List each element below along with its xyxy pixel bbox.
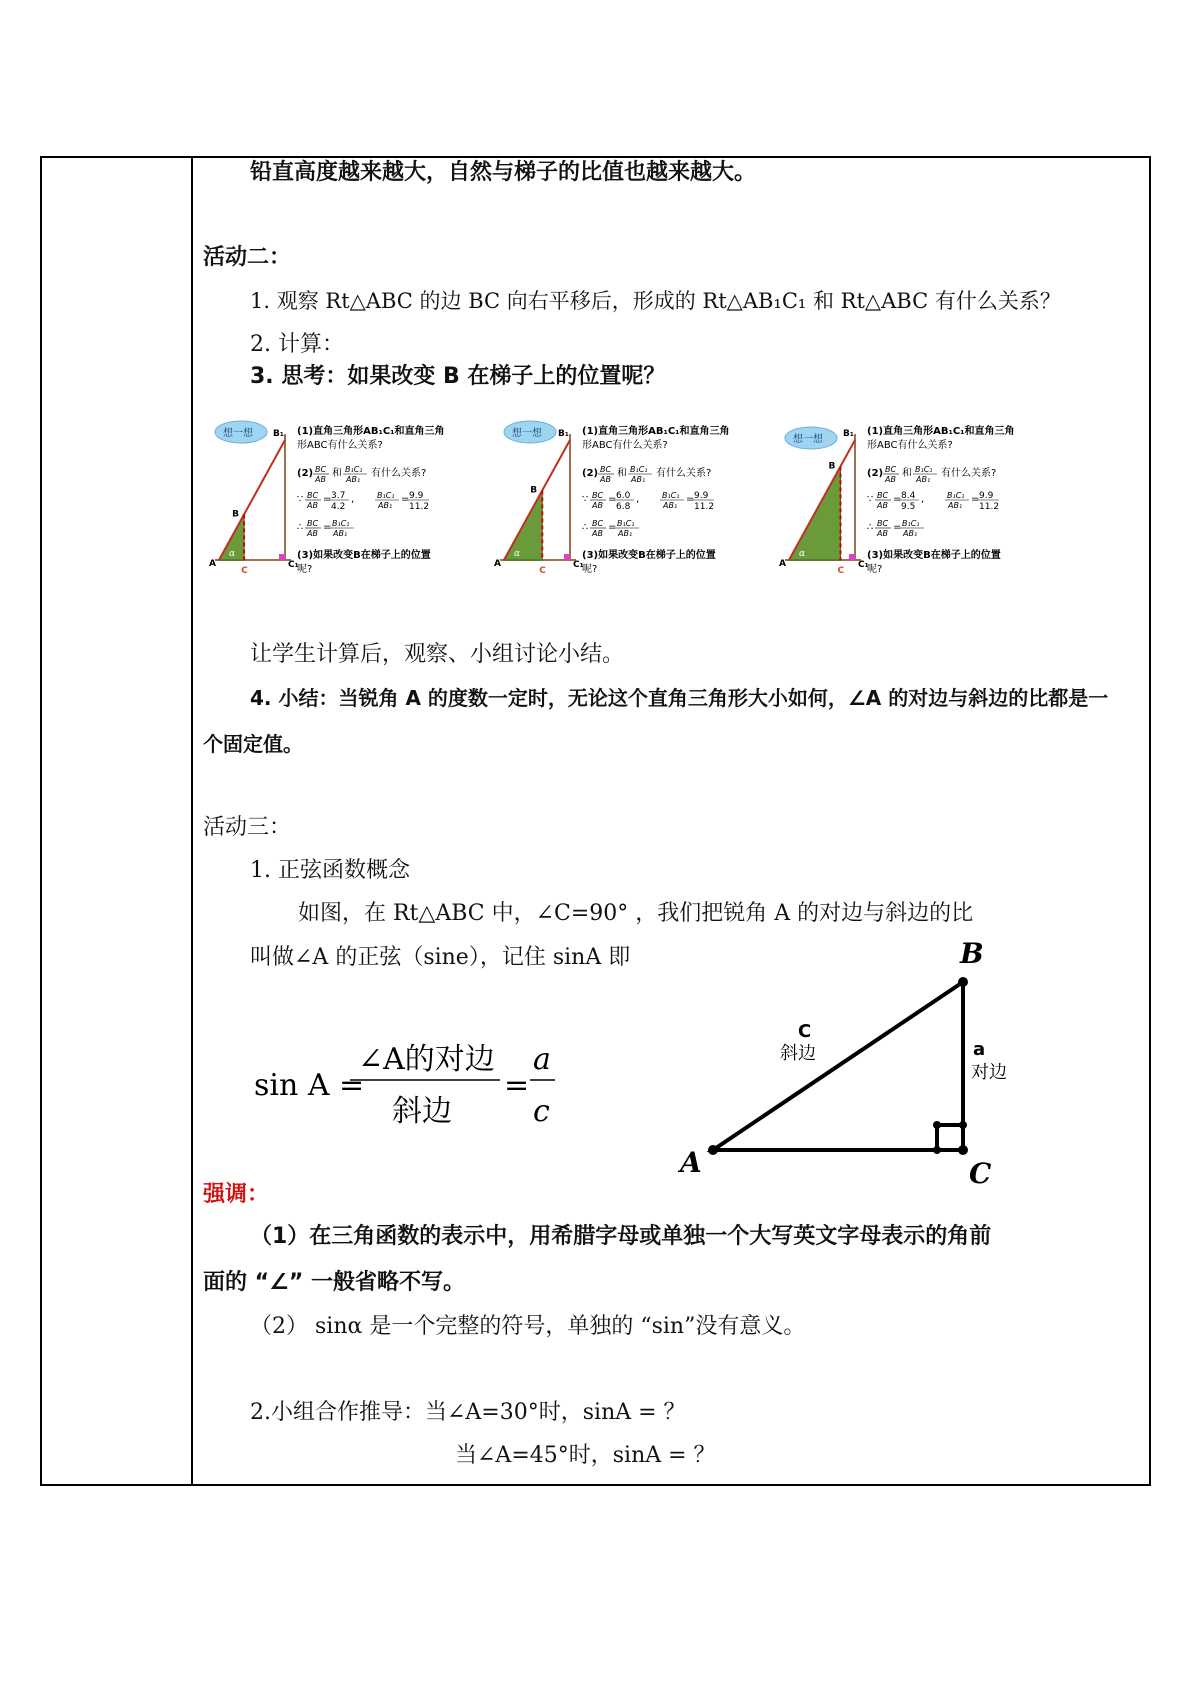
svg-text:C₁: C₁ xyxy=(288,560,299,570)
svg-text:AB₁: AB₁ xyxy=(618,529,633,538)
svg-text:AB₁: AB₁ xyxy=(631,475,646,484)
svg-text:(1)直角三角形AB₁C₁和直角三角: (1)直角三角形AB₁C₁和直角三角 xyxy=(582,426,730,437)
svg-text:B₁C₁: B₁C₁ xyxy=(617,519,635,528)
hypotenuse-letter: C xyxy=(798,1021,812,1042)
svg-text:AB₁: AB₁ xyxy=(663,501,678,510)
svg-text:AB₁: AB₁ xyxy=(378,501,393,510)
svg-text:11.2: 11.2 xyxy=(979,502,1000,512)
right-angle-mark xyxy=(937,1125,963,1150)
svg-text:BC: BC xyxy=(877,519,889,528)
svg-text:4.2: 4.2 xyxy=(331,502,346,512)
sine-definition-line-2: 叫做∠A 的正弦（sine），记住 sinA 即 xyxy=(250,945,631,970)
formula-c: c xyxy=(533,1094,550,1129)
svg-text:AB₁: AB₁ xyxy=(948,501,963,510)
emphasis-point-2: （2） sinα 是一个完整的符号，单独的 “sin”没有意义。 xyxy=(250,1314,806,1339)
emphasis-point-1b: 面的 “∠” 一般省略不写。 xyxy=(203,1270,465,1295)
svg-text:BC: BC xyxy=(600,465,612,474)
formula-lhs: sin A = xyxy=(254,1068,365,1103)
svg-text:6.0: 6.0 xyxy=(616,491,631,501)
svg-text:AB₁: AB₁ xyxy=(903,529,918,538)
formula-eq: = xyxy=(504,1068,530,1103)
svg-text:AB: AB xyxy=(877,529,888,538)
svg-text:∴: ∴ xyxy=(582,522,589,533)
svg-text:(2): (2) xyxy=(867,468,884,479)
svg-text:B₁: B₁ xyxy=(273,429,284,439)
svg-text:和: 和 xyxy=(332,468,342,479)
opposite-letter: a xyxy=(973,1039,986,1060)
svg-text:11.2: 11.2 xyxy=(694,502,715,512)
activity2-heading: 活动二： xyxy=(203,245,292,270)
svg-text:BC: BC xyxy=(307,491,319,500)
svg-text:(3)如果改变B在梯子上的位置: (3)如果改变B在梯子上的位置 xyxy=(582,550,716,561)
svg-text:呢?: 呢? xyxy=(582,564,598,575)
svg-text:B₁C₁: B₁C₁ xyxy=(915,465,933,474)
svg-text:=: = xyxy=(401,494,410,505)
svg-text:有什么关系?: 有什么关系? xyxy=(941,468,997,479)
svg-text:A: A xyxy=(209,559,216,569)
svg-text:BC: BC xyxy=(592,519,604,528)
svg-text:9.5: 9.5 xyxy=(901,502,916,512)
svg-text:A: A xyxy=(779,559,786,569)
svg-text:AB: AB xyxy=(592,529,603,538)
svg-text:11.2: 11.2 xyxy=(409,502,430,512)
svg-text:想一想: 想一想 xyxy=(223,428,253,439)
svg-text:,: , xyxy=(351,494,355,505)
svg-text:B₁C₁: B₁C₁ xyxy=(332,519,350,528)
formula-numerator: ∠A的对边 xyxy=(358,1042,495,1077)
svg-text:=: = xyxy=(323,494,332,505)
activity3-heading: 活动三： xyxy=(203,815,292,840)
svg-text:想一想: 想一想 xyxy=(512,428,542,439)
activity3-item-1: 1. 正弦函数概念 xyxy=(250,858,410,883)
svg-text:∵: ∵ xyxy=(582,494,589,505)
opposite-name: 对边 xyxy=(971,1062,1007,1083)
emphasis-point-1a: （1）在三角函数的表示中，用希腊字母或单独一个大写英文字母表示的角前 xyxy=(250,1224,992,1249)
svg-text:C: C xyxy=(837,566,845,576)
svg-text:B₁C₁: B₁C₁ xyxy=(902,519,920,528)
svg-text:B₁C₁: B₁C₁ xyxy=(345,465,363,474)
svg-text:形ABC有什么关系?: 形ABC有什么关系? xyxy=(297,440,383,451)
svg-text:α: α xyxy=(799,549,806,559)
right-triangle-figure xyxy=(670,935,1007,1190)
svg-text:AB: AB xyxy=(315,475,326,484)
svg-text:∴: ∴ xyxy=(297,522,304,533)
svg-text:C: C xyxy=(241,566,248,576)
intro-line: 铅直高度越来越大，自然与梯子的比值也越来越大。 xyxy=(250,160,757,185)
svg-text:=: = xyxy=(323,522,332,533)
svg-text:B: B xyxy=(530,485,538,496)
svg-text:(1)直角三角形AB₁C₁和直角三角: (1)直角三角形AB₁C₁和直角三角 xyxy=(867,426,1015,437)
svg-text:和: 和 xyxy=(902,468,912,479)
svg-text:和: 和 xyxy=(617,468,627,479)
svg-text:8.4: 8.4 xyxy=(901,491,916,501)
svg-text:B₁C₁: B₁C₁ xyxy=(630,465,648,474)
svg-text:9.9: 9.9 xyxy=(409,491,424,501)
svg-text:=: = xyxy=(686,494,695,505)
activity2-question-1: 1. 观察 Rt△ABC 的边 BC 向右平移后，形成的 Rt△AB₁C₁ 和 Rt△ABC 有什么关系？ xyxy=(250,289,1061,313)
formula-a: a xyxy=(533,1042,551,1077)
emphasis-heading: 强调： xyxy=(203,1182,270,1207)
svg-text:B: B xyxy=(232,509,239,520)
svg-text:呢?: 呢? xyxy=(867,564,883,575)
summary-line-1: 4. 小结：当锐角 A 的度数一定时，无论这个直角三角形大小如何，∠A 的对边与斜边的比都是一 xyxy=(250,686,1109,710)
group-derivation-line-2: 当∠A=45°时，sinA = ？ xyxy=(455,1443,716,1468)
svg-text:AB: AB xyxy=(307,529,318,538)
svg-text:B: B xyxy=(828,461,836,472)
figure-panel-3 xyxy=(775,410,1055,590)
svg-text:BC: BC xyxy=(885,465,897,474)
sine-formula xyxy=(250,1025,570,1135)
svg-text:AB: AB xyxy=(600,475,611,484)
svg-text:B₁C₁: B₁C₁ xyxy=(377,491,395,500)
svg-text:=: = xyxy=(608,522,617,533)
activity2-question-3: 3. 思考：如果改变 B 在梯子上的位置呢？ xyxy=(250,364,666,389)
svg-text:α: α xyxy=(229,549,236,559)
svg-text:形ABC有什么关系?: 形ABC有什么关系? xyxy=(582,440,668,451)
svg-text:=: = xyxy=(608,494,617,505)
svg-text:AB: AB xyxy=(307,501,318,510)
svg-text:B₁C₁: B₁C₁ xyxy=(947,491,965,500)
svg-text:A: A xyxy=(494,559,501,569)
summary-line-2: 个固定值。 xyxy=(203,732,303,756)
svg-text:AB₁: AB₁ xyxy=(346,475,361,484)
svg-text:BC: BC xyxy=(877,491,889,500)
svg-text:=: = xyxy=(893,494,902,505)
svg-text:6.8: 6.8 xyxy=(616,502,631,512)
svg-text:AB: AB xyxy=(877,501,888,510)
sine-definition-line-1: 如图，在 Rt△ABC 中，∠C=90° ，我们把锐角 A 的对边与斜边的比 xyxy=(298,901,974,926)
svg-text:(1)直角三角形AB₁C₁和直角三角: (1)直角三角形AB₁C₁和直角三角 xyxy=(297,426,445,437)
svg-text:C: C xyxy=(539,566,546,576)
svg-text:BC: BC xyxy=(307,519,319,528)
svg-text:形ABC有什么关系?: 形ABC有什么关系? xyxy=(867,440,953,451)
after-panels-note: 让学生计算后，观察、小组讨论小结。 xyxy=(250,642,625,667)
formula-denominator: 斜边 xyxy=(392,1094,452,1129)
group-derivation-line-1: 2.小组合作推导：当∠A=30°时，sinA = ？ xyxy=(250,1400,686,1425)
svg-text:∵: ∵ xyxy=(867,494,874,505)
svg-text:AB₁: AB₁ xyxy=(916,475,931,484)
table-column-divider xyxy=(191,156,193,1486)
svg-text:呢?: 呢? xyxy=(297,564,313,575)
svg-text:(2): (2) xyxy=(582,468,599,479)
hypotenuse-name: 斜边 xyxy=(780,1043,816,1064)
svg-text:,: , xyxy=(921,494,925,505)
svg-text:B₁: B₁ xyxy=(843,429,854,439)
activity2-question-2: 2. 计算： xyxy=(250,332,344,357)
svg-text:有什么关系?: 有什么关系? xyxy=(656,468,712,479)
svg-text:AB: AB xyxy=(592,501,603,510)
svg-text:BC: BC xyxy=(592,491,604,500)
svg-text:C₁: C₁ xyxy=(858,560,869,570)
svg-text:(3)如果改变B在梯子上的位置: (3)如果改变B在梯子上的位置 xyxy=(867,550,1001,561)
svg-text:想一想: 想一想 xyxy=(793,434,823,445)
svg-text:有什么关系?: 有什么关系? xyxy=(371,468,427,479)
vertex-b-label: B xyxy=(960,937,984,970)
svg-text:=: = xyxy=(893,522,902,533)
svg-text:B₁: B₁ xyxy=(558,429,569,439)
svg-text:9.9: 9.9 xyxy=(694,491,709,501)
svg-text:∵: ∵ xyxy=(297,494,304,505)
figure-panel-1 xyxy=(205,410,485,590)
svg-text:=: = xyxy=(971,494,980,505)
svg-text:BC: BC xyxy=(315,465,327,474)
svg-text:(3)如果改变B在梯子上的位置: (3)如果改变B在梯子上的位置 xyxy=(297,550,431,561)
svg-text:,: , xyxy=(636,494,640,505)
svg-text:AB₁: AB₁ xyxy=(333,529,348,538)
svg-text:∴: ∴ xyxy=(867,522,874,533)
vertex-a-label: A xyxy=(680,1146,702,1179)
svg-text:(2): (2) xyxy=(297,468,314,479)
figure-panel-2 xyxy=(490,410,770,590)
svg-text:C₁: C₁ xyxy=(573,560,584,570)
svg-text:AB: AB xyxy=(885,475,896,484)
svg-text:α: α xyxy=(514,549,521,559)
svg-text:B₁C₁: B₁C₁ xyxy=(662,491,680,500)
svg-text:3.7: 3.7 xyxy=(331,491,346,501)
svg-text:9.9: 9.9 xyxy=(979,491,994,501)
vertex-c-label: C xyxy=(969,1157,992,1190)
